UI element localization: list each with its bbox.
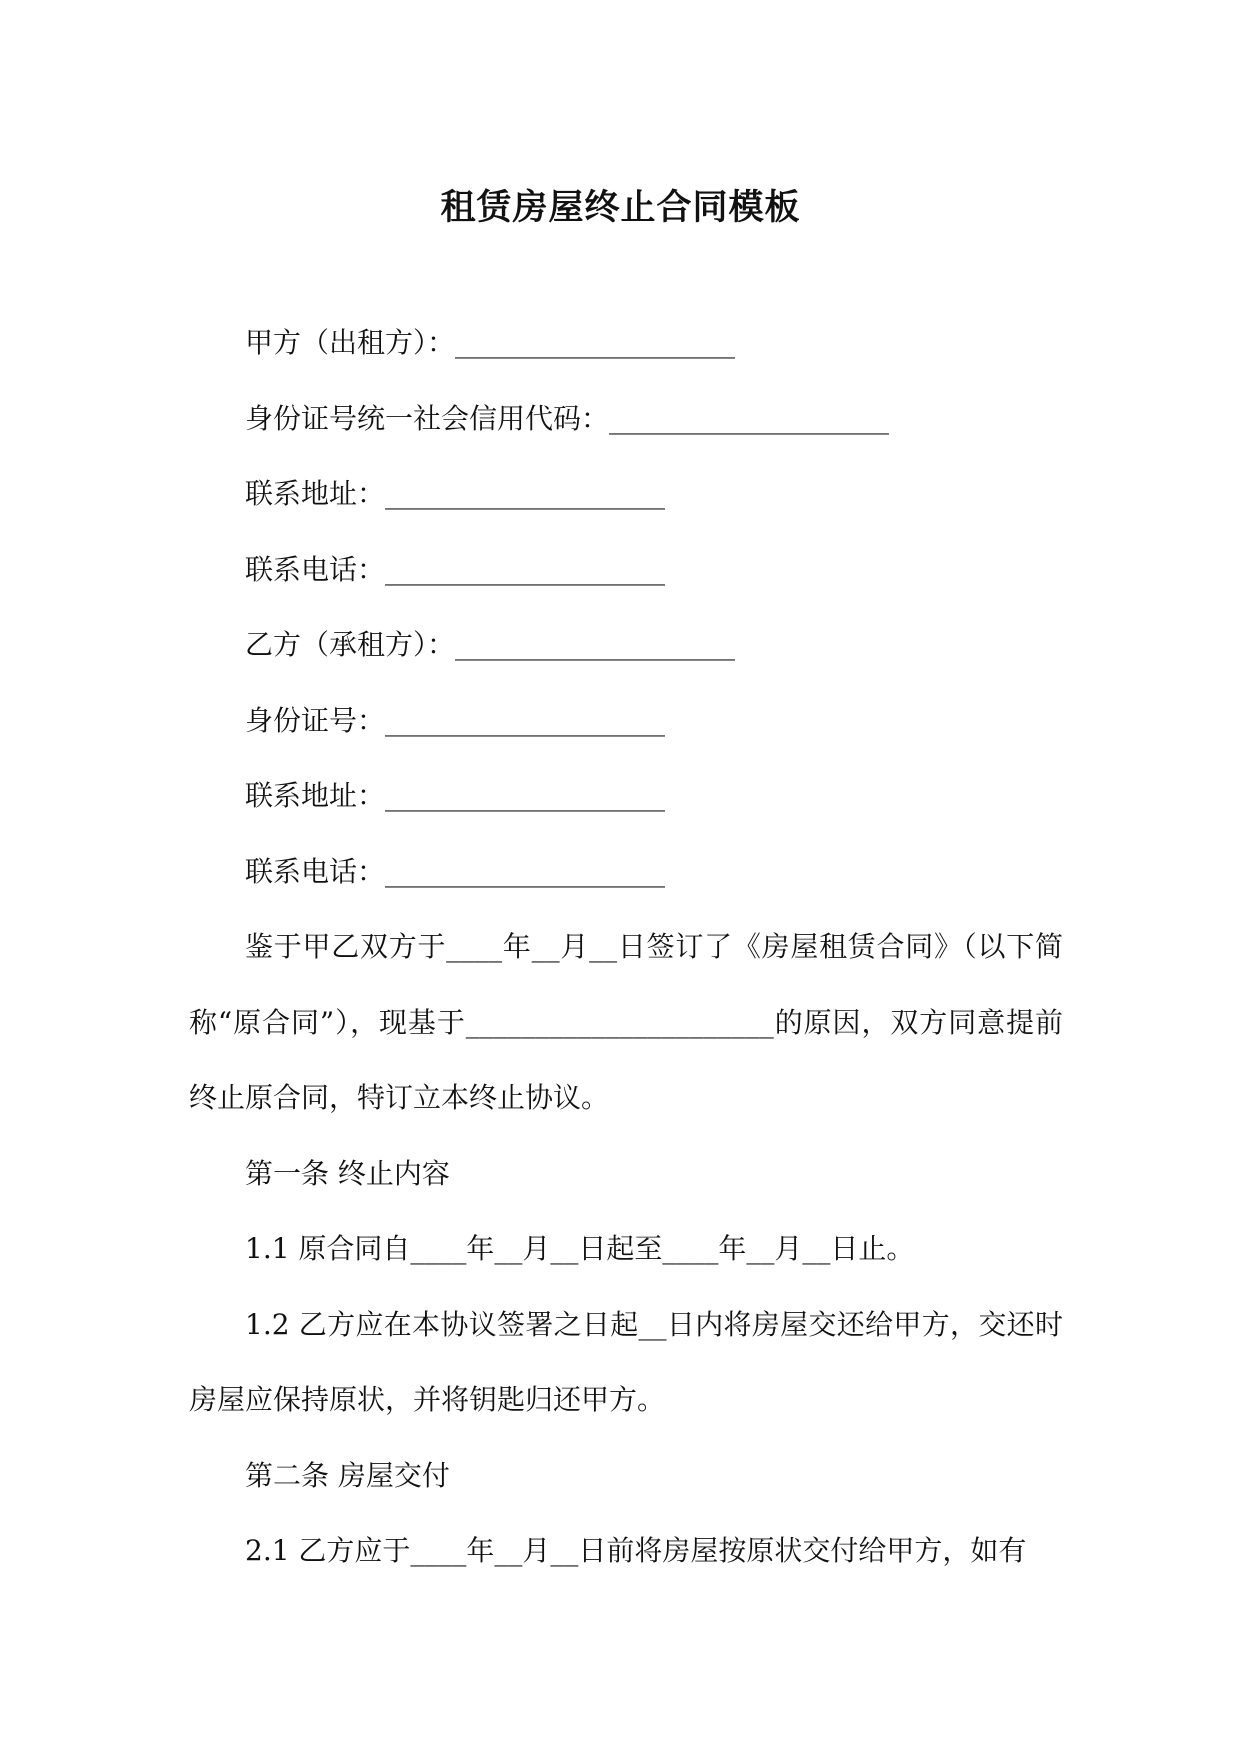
preamble-paragraph: 鉴于甲乙双方于____年__月__日签订了《房屋租赁合同》（以下简称“原合同”），现基于______________________的原因，双方同意提前终止原合同，特订立本终止协议。: [189, 930, 1063, 1114]
party-a-id-line: 身份证号统一社会信用代码：____________________: [245, 401, 890, 435]
party-b-phone-line: 联系电话：____________________: [245, 854, 666, 888]
party-b-id-line: 身份证号：____________________: [245, 703, 666, 737]
clause-1-1: 1.1 原合同自____年__月__日起至____年__月__日止。: [245, 1232, 915, 1265]
document-title: 租赁房屋终止合同模板: [440, 187, 801, 228]
party-b-address-line: 联系地址：____________________: [245, 779, 666, 812]
document-body: [189, 305, 1063, 1589]
article-2-heading: 第二条 房屋交付: [245, 1458, 450, 1492]
party-b-name-line: 乙方（承租方）：____________________: [245, 628, 736, 661]
party-a-name-line: 甲方（出租方）：____________________: [245, 326, 736, 359]
clause-1-2: 1.2 乙方应在本协议签署之日起__日内将房屋交还给甲方，交还时房屋应保持原状，并将钥匙归还甲方。: [189, 1307, 1063, 1416]
article-1-heading: 第一条 终止内容: [245, 1156, 450, 1190]
party-a-address-line: 联系地址：____________________: [245, 477, 666, 510]
clause-2-1: 2.1 乙方应于____年__月__日前将房屋按原状交付给甲方，如有: [245, 1534, 1027, 1567]
party-a-phone-line: 联系电话：____________________: [245, 552, 666, 586]
